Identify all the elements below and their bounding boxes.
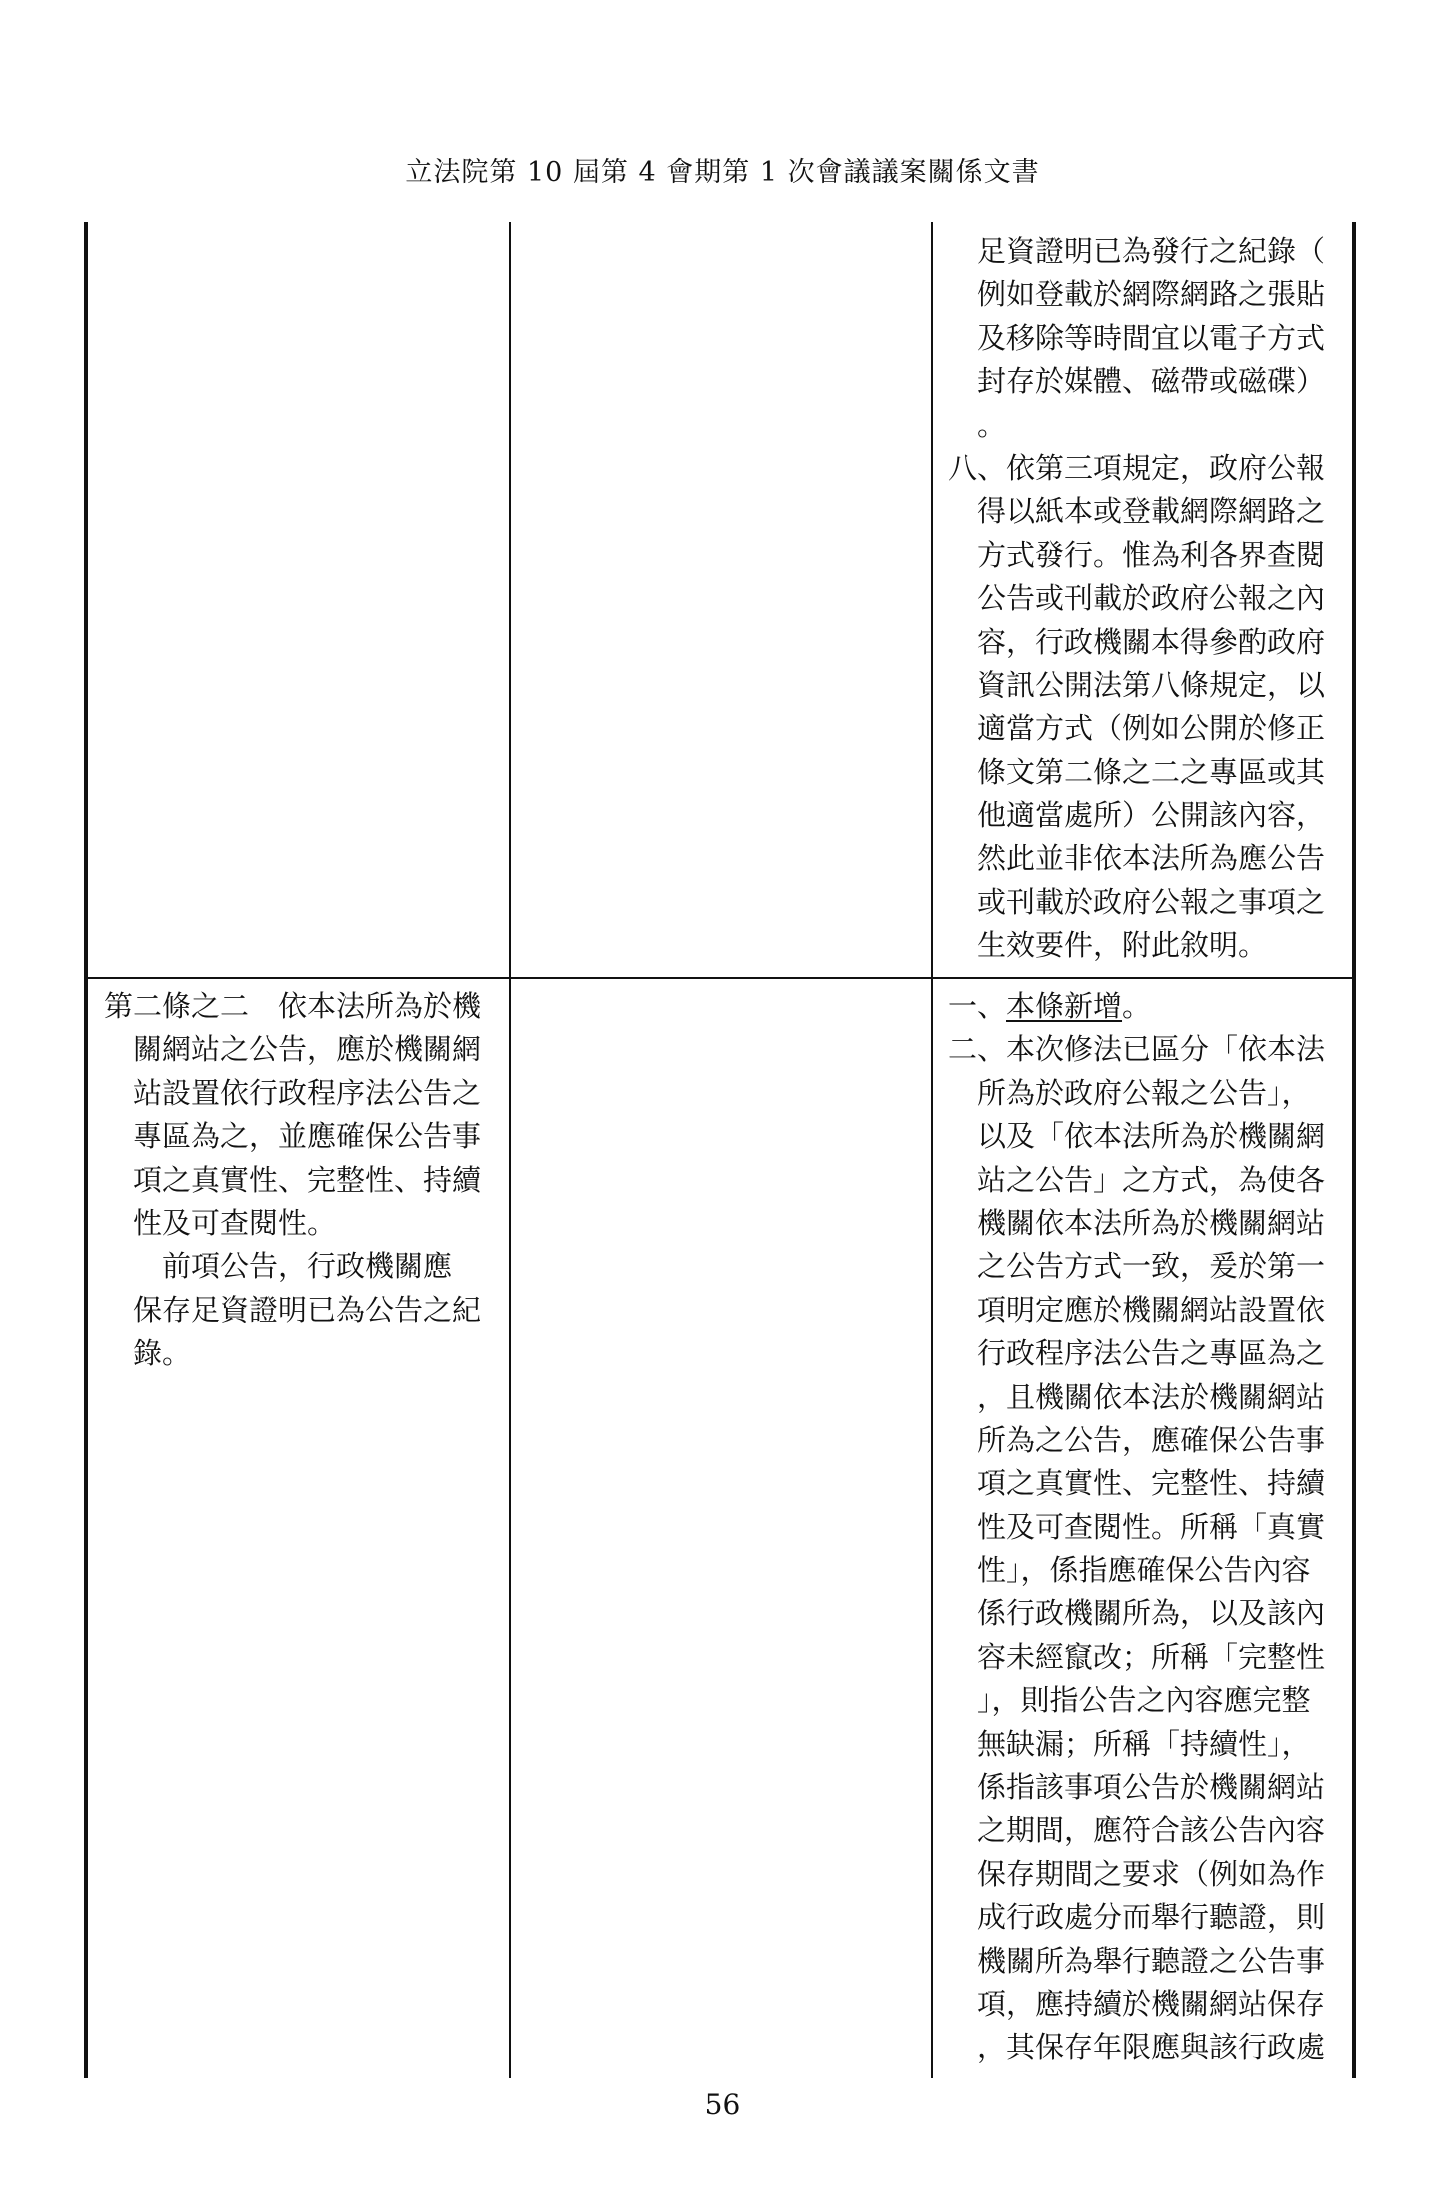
text-line: 專區為之，並應確保公告事 [104, 1119, 482, 1154]
page-number: 56 [704, 2088, 741, 2121]
text-line: 公告或刊載於政府公報之內 [948, 581, 1326, 616]
text-line: 成行政處分而舉行聽證，則 [948, 1900, 1326, 1935]
text-line: ，且機關依本法於機關網站 [948, 1379, 1326, 1414]
text-line: 性及可查閱性。 [104, 1205, 337, 1240]
text-line: 八、依第三項規定，政府公報 [948, 450, 1326, 485]
text-line: 容，行政機關本得參酌政府 [948, 624, 1326, 659]
text-line: 之公告方式一致，爰於第一 [948, 1249, 1326, 1284]
table-border-right [1352, 222, 1356, 2078]
text-line: 行政程序法公告之專區為之 [948, 1336, 1326, 1371]
row2-new-article-cell [104, 985, 499, 1376]
text-line: 得以紙本或登載網際網路之 [948, 494, 1326, 529]
text-line: 性及可查閱性。所稱「真實 [948, 1509, 1326, 1544]
text-line: 容未經竄改；所稱「完整性 [948, 1639, 1326, 1674]
text-line: 或刊載於政府公報之事項之 [948, 884, 1326, 919]
explanation-item-1 [948, 985, 1343, 1028]
item-prefix: 一、 [948, 989, 1007, 1023]
text-line: 無缺漏；所稱「持續性」， [948, 1726, 1311, 1761]
table-divider-1 [509, 222, 511, 2078]
text-line: 封存於媒體、磁帶或磁碟） [948, 364, 1326, 399]
table-divider-2 [931, 222, 933, 2078]
table-border-left [84, 222, 88, 2078]
item-suffix: 。 [1122, 989, 1152, 1023]
text-line: 及移除等時間宜以電子方式 [948, 320, 1326, 355]
text-line: 二、本次修法已區分「依本法 [948, 1032, 1326, 1067]
text-line: 係行政機關所為，以及該內 [948, 1596, 1326, 1631]
text-line: 關網站之公告，應於機關網 [104, 1032, 482, 1067]
text-line: 他適當處所）公開該內容， [948, 798, 1326, 833]
text-line: 然此並非依本法所為應公告 [948, 841, 1326, 876]
text-line: 機關所為舉行聽證之公告事 [948, 1943, 1326, 1978]
text-line: 所為於政府公報之公告」， [948, 1075, 1311, 1110]
text-line: 以及「依本法所為於機關網 [948, 1119, 1326, 1154]
text-line: 適當方式（例如公開於修正 [948, 711, 1326, 746]
text-line: 生效要件，附此敘明。 [948, 928, 1268, 963]
text-line: 方式發行。惟為利各界查閱 [948, 537, 1326, 572]
text-line: 機關依本法所為於機關網站 [948, 1205, 1326, 1240]
text-line: 項明定應於機關網站設置依 [948, 1292, 1326, 1327]
text-line: 足資證明已為發行之紀錄（ [948, 234, 1326, 268]
text-line: 保存期間之要求（例如為作 [948, 1856, 1326, 1891]
page-header: 立法院第 10 屆第 4 會期第 1 次會議議案關係文書 [405, 157, 1040, 188]
text-line: 條文第二條之二之專區或其 [948, 754, 1326, 789]
text-line: 項之真實性、完整性、持續 [104, 1162, 482, 1197]
text-line: ，其保存年限應與該行政處 [948, 2030, 1326, 2065]
text-line: 站設置依行政程序法公告之 [104, 1075, 482, 1110]
text-line: 第二條之二 依本法所為於機 [104, 989, 482, 1023]
text-line: 係指該事項公告於機關網站 [948, 1770, 1326, 1805]
text-line: 項，應持續於機關網站保存 [948, 1986, 1326, 2021]
text-line: 。 [948, 407, 1007, 442]
row1-explanation-cell [948, 230, 1343, 968]
text-line: 」，則指公告之內容應完整 [948, 1683, 1311, 1718]
text-line: 項之真實性、完整性、持續 [948, 1466, 1326, 1501]
text-line: 所為之公告，應確保公告事 [948, 1422, 1326, 1457]
text-line: 之期間，應符合該公告內容 [948, 1813, 1326, 1848]
text-line: 前項公告，行政機關應 [104, 1249, 453, 1284]
text-line: 錄。 [104, 1336, 192, 1371]
text-line: 保存足資證明已為公告之紀 [104, 1292, 482, 1327]
row-separator [84, 977, 1356, 979]
new-article-note: 本條新增 [1006, 989, 1123, 1023]
text-line: 例如登載於網際網路之張貼 [948, 277, 1326, 312]
text-line: 資訊公開法第八條規定，以 [948, 667, 1326, 702]
row2-explanation-cell [948, 985, 1343, 2070]
text-line: 性」，係指應確保公告內容 [948, 1553, 1311, 1588]
text-line: 站之公告」之方式，為使各 [948, 1162, 1326, 1197]
